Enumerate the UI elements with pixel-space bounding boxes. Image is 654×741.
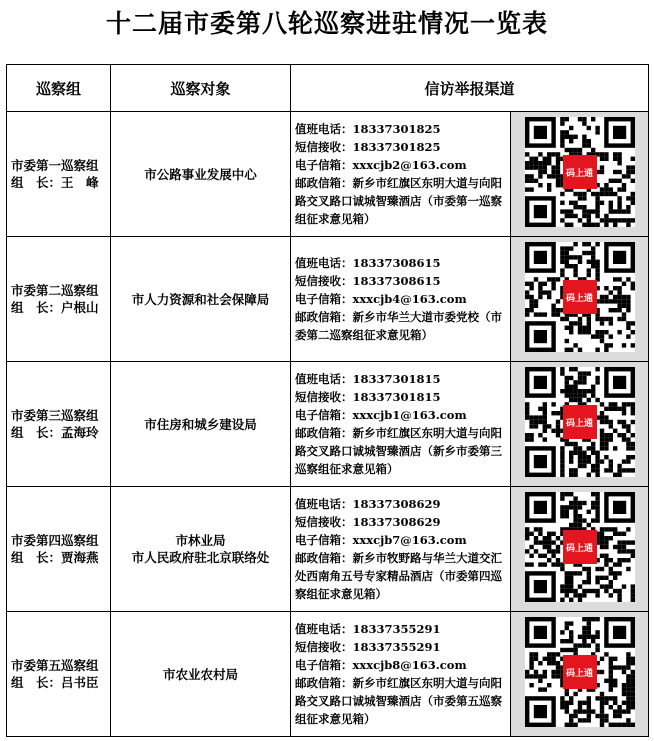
group-cell: [7, 362, 111, 487]
target-name: 市人力资源和社会保障局: [131, 291, 270, 307]
contact-cell: [291, 487, 511, 612]
duty-phone: 值班电话：18337308629: [295, 497, 441, 511]
qr-badge: 码上通: [563, 405, 597, 439]
postal-mailbox: 邮政信箱：新乡市红旗区东明大道与向阳路交叉路口诚城智臻酒店（市委第五巡察组征求意见箱）: [295, 676, 502, 726]
group-name: 市委第三巡察组: [11, 408, 99, 423]
table-row: [7, 237, 649, 362]
group-cell: [7, 237, 111, 362]
group-leader: 组 长：孟海玲: [11, 425, 99, 440]
email-address: 电子信箱：xxxcjb2@163.com: [295, 158, 467, 172]
page-title: 十二届市委第八轮巡察进驻情况一览表: [105, 9, 548, 38]
qr-code-icon[interactable]: [525, 242, 635, 352]
qr-cell: [511, 612, 649, 737]
group-leader: 组 长：王 峰: [11, 175, 99, 190]
sms-number: 短信接收：18337308615: [295, 274, 441, 288]
group-name: 市委第四巡察组: [11, 533, 99, 548]
sms-number: 短信接收：18337301825: [295, 140, 441, 154]
inspection-table: [6, 64, 649, 737]
contact-cell: [291, 112, 511, 237]
table-header-row: [7, 65, 649, 112]
group-cell: [7, 112, 111, 237]
qr-code-icon[interactable]: [525, 492, 635, 602]
qr-cell: [511, 112, 649, 237]
qr-cell: [511, 237, 649, 362]
group-leader: 组 长：吕书臣: [11, 675, 99, 690]
qr-badge: 码上通: [563, 655, 597, 689]
target-name: 市林业局: [175, 533, 226, 548]
email-address: 电子信箱：xxxcjb8@163.com: [295, 658, 467, 672]
sms-number: 短信接收：18337355291: [295, 640, 441, 654]
duty-phone: 值班电话：18337301825: [295, 122, 441, 136]
email-address: 电子信箱：xxxcjb7@163.com: [295, 533, 467, 547]
group-name: 市委第一巡察组: [11, 158, 99, 173]
sms-number: 短信接收：18337308629: [295, 515, 441, 529]
target-cell: [111, 612, 291, 737]
duty-phone: 值班电话：18337355291: [295, 622, 441, 636]
group-cell: [7, 487, 111, 612]
target-cell: [111, 487, 291, 612]
contact-cell: [291, 237, 511, 362]
postal-mailbox: 邮政信箱：新乡市华兰大道市委党校（市委第二巡察组征求意见箱）: [295, 310, 502, 342]
qr-cell: [511, 487, 649, 612]
postal-mailbox: 邮政信箱：新乡市红旗区东明大道与向阳路交叉路口诚城智臻酒店（市委第一巡察组征求意见箱）: [295, 176, 502, 226]
group-name: 市委第二巡察组: [11, 283, 99, 298]
group-leader: 组 长：贾海燕: [11, 550, 99, 565]
postal-mailbox: 邮政信箱：新乡市牧野路与华兰大道交汇处西南角五号专家精品酒店（市委第四巡察组征求意见箱）: [295, 551, 502, 601]
table-row: [7, 487, 649, 612]
postal-mailbox: 邮政信箱：新乡市红旗区东明大道与向阳路交叉路口诚城智臻酒店（新乡市委第三巡察组征求意见箱）: [295, 426, 502, 476]
table-row: [7, 112, 649, 237]
group-leader: 组 长：户根山: [11, 300, 99, 315]
target-cell: [111, 112, 291, 237]
qr-badge: 码上通: [563, 530, 597, 564]
duty-phone: 值班电话：18337308615: [295, 256, 441, 270]
contact-cell: [291, 612, 511, 737]
qr-badge: 码上通: [563, 280, 597, 314]
qr-badge: 码上通: [563, 155, 597, 189]
target-name: 市农业农村局: [162, 666, 238, 682]
qr-cell: [511, 362, 649, 487]
email-address: 电子信箱：xxxcjb4@163.com: [295, 292, 467, 306]
group-name: 市委第五巡察组: [11, 658, 99, 673]
target-name: 市公路事业发展中心: [144, 166, 257, 182]
target-cell: [111, 237, 291, 362]
contact-cell: [291, 362, 511, 487]
email-address: 电子信箱：xxxcjb1@163.com: [295, 408, 467, 422]
header-channel: 信访举报渠道: [291, 65, 649, 112]
sms-number: 短信接收：18337301815: [295, 390, 441, 404]
group-cell: [7, 612, 111, 737]
target-cell: [111, 362, 291, 487]
qr-code-icon[interactable]: [525, 367, 635, 477]
qr-code-icon[interactable]: [525, 617, 635, 727]
target-name: 市住房和城乡建设局: [144, 416, 257, 432]
header-group: 巡察组: [7, 65, 111, 112]
header-target: 巡察对象: [111, 65, 291, 112]
duty-phone: 值班电话：18337301815: [295, 372, 441, 386]
qr-code-icon[interactable]: [525, 117, 635, 227]
table-row: [7, 612, 649, 737]
table-row: [7, 362, 649, 487]
target-name: 市人民政府驻北京联络处: [131, 550, 270, 565]
